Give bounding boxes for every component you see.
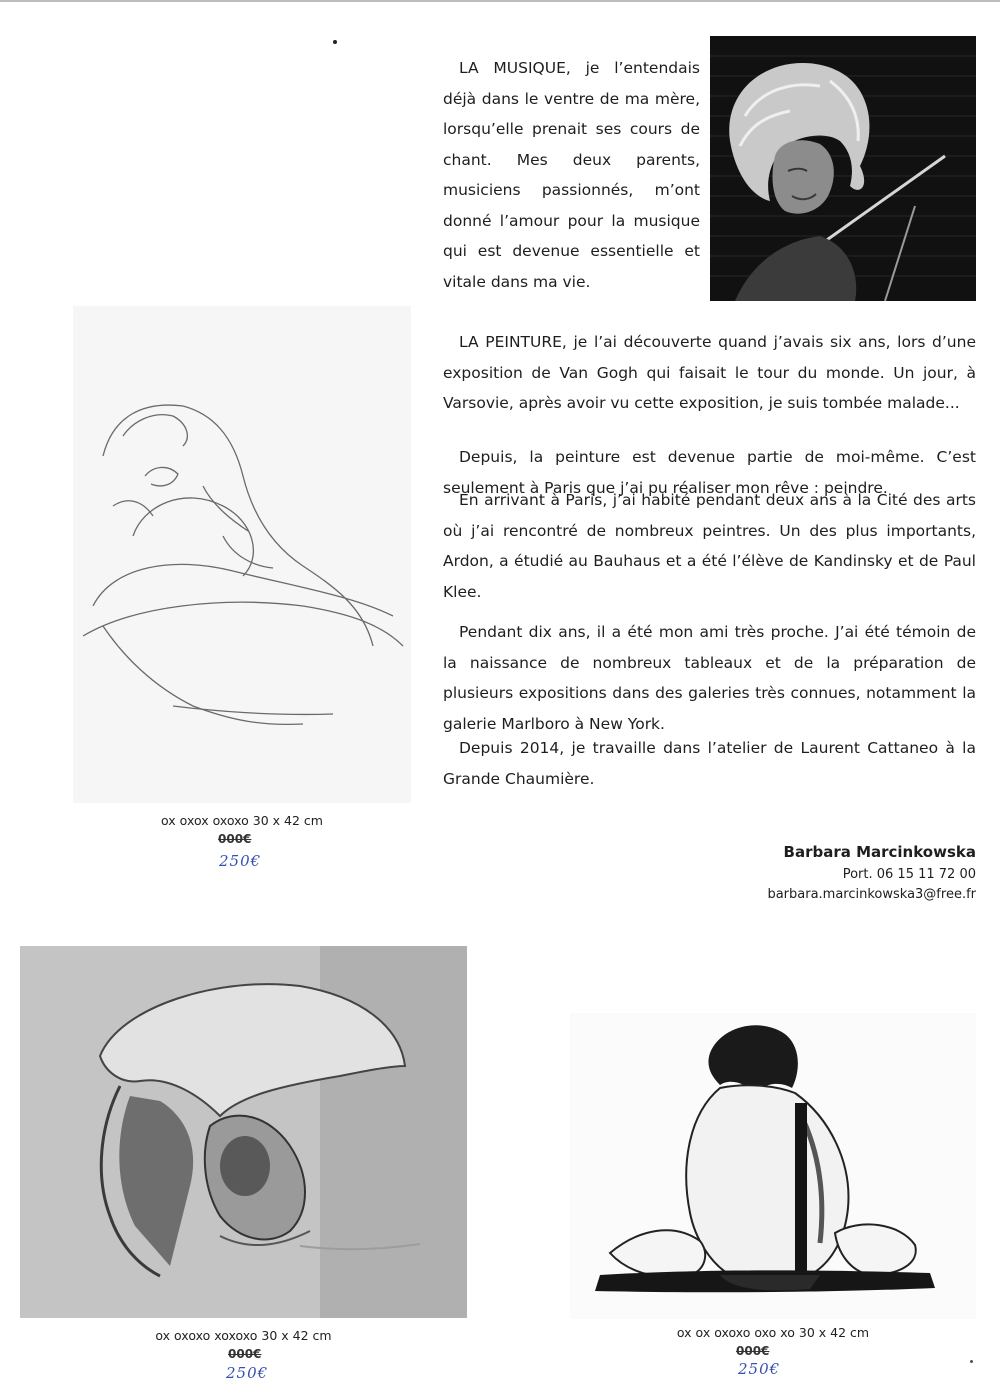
paragraph-dix-ans: Pendant dix ans, il a été mon ami très proche. J’ai été témoin de la naissance de nombreux tableaux et de la préparation de plusieurs expositions dans des galeries très connues, notamment la galerie Marlboro à New York. (443, 623, 976, 733)
speck (970, 1360, 973, 1363)
artwork-caption: ox ox oxoxo oxo xo 30 x 42 cm (676, 1325, 870, 1340)
author-name: Barbara Marcinkowska (783, 843, 976, 861)
paragraph-atelier: Depuis 2014, je travaille dans l’atelier de Laurent Cattaneo à la Grande Chaumière. (443, 739, 976, 788)
new-price: 250€ (226, 1364, 269, 1382)
new-price: 250€ (219, 852, 262, 870)
speck (333, 40, 337, 44)
artwork-sketch-1 (73, 306, 411, 803)
paragraph-paris: En arrivant à Paris, j’ai habité pendant deux ans à la Cité des arts où j’ai rencontré de nombreux peintres. Un des plus importants, Ardon, a étudié au Bauhaus et a été l’élève de Kandinsky et de Paul Klee. (443, 491, 976, 601)
old-price: 000€ (228, 1347, 262, 1361)
old-price: 000€ (736, 1344, 770, 1358)
paragraph-peinture: LA PEINTURE, je l’ai découverte quand j’avais six ans, lors d’une exposition de Van Gogh qui faisait le tour du monde. Un jour, à Varsovie, après avoir vu cette exposition, je suis tombée malade... (443, 333, 976, 412)
top-border (0, 0, 1000, 2)
email-address[interactable]: barbara.marcinkowska3@free.fr (767, 887, 976, 902)
artist-photo (710, 36, 976, 301)
old-price: 000€ (218, 832, 252, 846)
artwork-caption: ox oxox oxoxo 30 x 42 cm (161, 813, 323, 828)
phone-number: Port. 06 15 11 72 00 (842, 867, 976, 882)
artwork-caption: ox oxoxo xoxoxo 30 x 42 cm (155, 1328, 332, 1343)
artwork-ink-3 (570, 1013, 976, 1319)
new-price: 250€ (738, 1360, 781, 1378)
artwork-painting-2 (20, 946, 467, 1318)
paragraph-musique: LA MUSIQUE, je l’entendais déjà dans le ventre de ma mère, lorsqu’elle prenait ses cours de chant. Mes deux parents, musiciens passionnés, m’ont donné l’amour pour la musique qui est devenue essentielle et vitale dans ma vie. (443, 59, 700, 291)
paragraph-depuis: Depuis, la peinture est devenue partie de moi-même. C’est seulement à Paris que j’ai pu réaliser mon rêve : peindre. (443, 448, 976, 497)
